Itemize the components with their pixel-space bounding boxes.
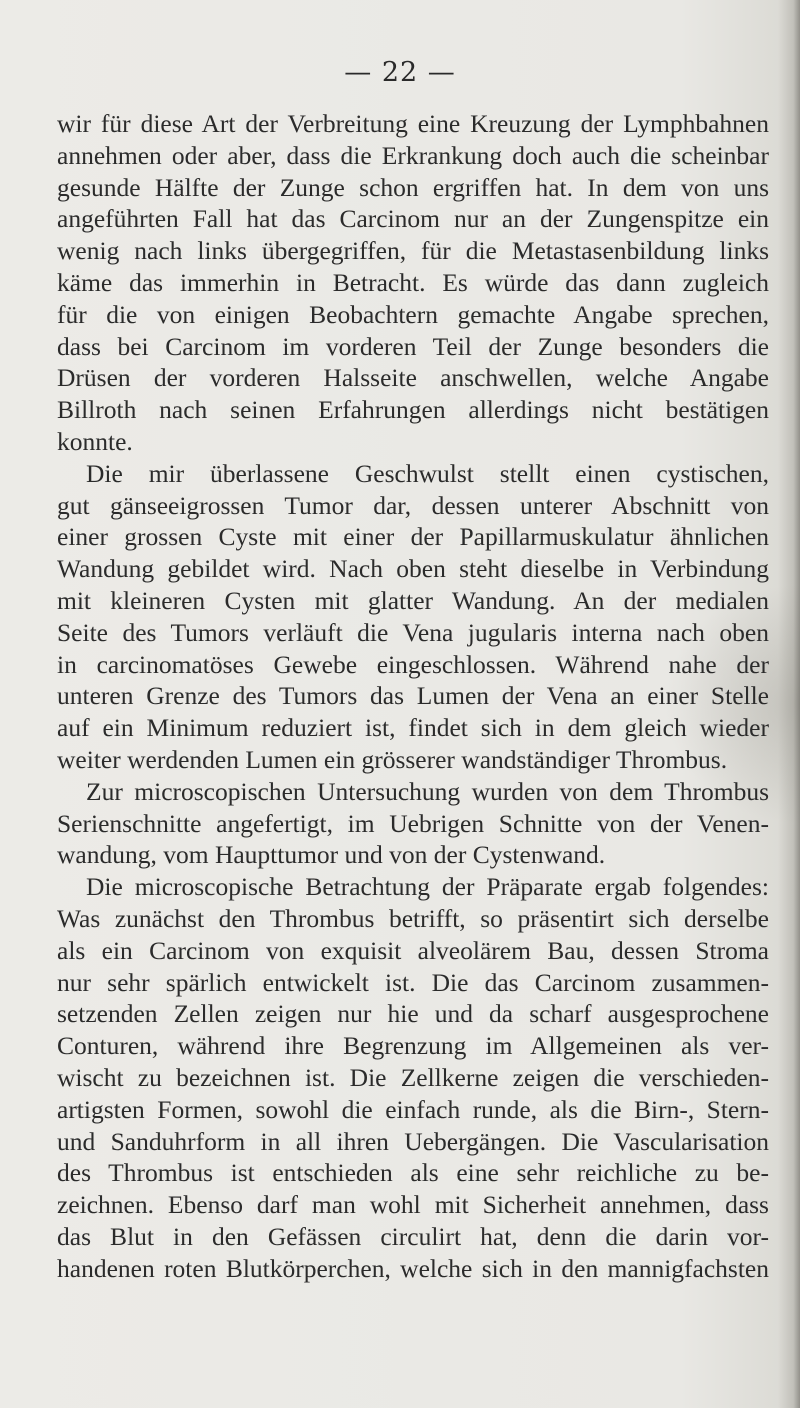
text-line: Wandung gebildet wird. Nach oben steht dieselbe in Verbindung (57, 554, 769, 584)
text-line: mit kleineren Cysten mit glatter Wandung. An der medialen (57, 585, 769, 615)
text-line: wir für diese Art der Verbreitung eine Kreuzung der Lymphbahnen (57, 109, 769, 138)
text-line: wischt zu bezeichnen ist. Die Zellkerne zeigen die verschieden- (57, 1062, 769, 1092)
text-line: unteren Grenze des Tumors das Lumen der Vena an einer Stelle (57, 681, 769, 711)
text-line: Conturen, während ihre Begrenzung im Allgemeinen als ver- (57, 1031, 769, 1061)
page-edge-shadow (778, 0, 800, 1408)
text-line: annehmen oder aber, dass die Erkrankung doch auch die scheinbar (57, 140, 769, 170)
text-line: handenen roten Blutkörperchen, welche sich in den mannigfachsten (57, 1253, 769, 1283)
text-line: wenig nach links übergegriffen, für die Metastasenbildung links (57, 236, 769, 266)
body-text (57, 108, 769, 1284)
text-line: zeichnen. Ebenso darf man wohl mit Sicherheit annehmen, dass (57, 1190, 769, 1220)
text-line: in carcinomatöses Gewebe eingeschlossen. Während nahe der (57, 649, 769, 679)
text-line: setzenden Zellen zeigen nur hie und da scharf ausgesprochene (57, 999, 769, 1029)
text-line: artigsten Formen, sowohl die einfach runde, als die Birn-, Stern- (57, 1094, 769, 1124)
text-line: das Blut in den Gefässen circulirt hat, denn die darin vor- (57, 1221, 769, 1251)
text-line: Die mir überlassene Geschwulst stellt einen cystischen, (86, 458, 769, 488)
text-line: Zur microscopischen Untersuchung wurden von dem Thrombus (86, 776, 769, 806)
text-line: des Thrombus ist entschieden als eine sehr reichliche zu be- (57, 1158, 769, 1188)
text-line: einer grossen Cyste mit einer der Papillarmuskulatur ähnlichen (57, 522, 769, 552)
text-line: und Sanduhrform in all ihren Uebergängen. Die Vascularisation (57, 1126, 769, 1156)
text-line: weiter werdenden Lumen ein grösserer wandständiger Thrombus. (57, 744, 728, 774)
text-line: Was zunächst den Thrombus betrifft, so präsentirt sich derselbe (57, 903, 769, 933)
text-line: gut gänseeigrossen Tumor dar, dessen unterer Abschnitt von (57, 490, 769, 520)
text-line: Seite des Tumors verläuft die Vena jugularis interna nach oben (57, 617, 769, 647)
text-line: für die von einigen Beobachtern gemachte Angabe sprechen, (57, 299, 769, 329)
text-line: Serienschnitte angefertigt, im Uebrigen Schnitte von der Venen- (57, 808, 769, 838)
text-line: Billroth nach seinen Erfahrungen allerdings nicht bestätigen (57, 395, 769, 425)
text-line: angeführten Fall hat das Carcinom nur an der Zungenspitze ein (57, 204, 769, 234)
paragraph (57, 108, 769, 458)
paragraph (57, 458, 769, 776)
page-number: — 22 — (344, 57, 456, 88)
text-line: Drüsen der vorderen Halsseite anschwellen, welche Angabe (57, 363, 769, 393)
text-line: nur sehr spärlich entwickelt ist. Die das Carcinom zusammen- (57, 967, 769, 997)
text-line: konnte. (57, 426, 133, 456)
paragraph (57, 871, 769, 1284)
text-line: als ein Carcinom von exquisit alveolärem Bau, dessen Stroma (57, 935, 769, 965)
text-line: gesunde Hälfte der Zunge schon ergriffen hat. In dem von uns (57, 172, 769, 202)
text-line: käme das immerhin in Betracht. Es würde das dann zugleich (57, 267, 769, 297)
text-line: Die microscopische Betrachtung der Präparate ergab folgendes: (86, 872, 769, 902)
paragraph (57, 776, 769, 871)
text-line: dass bei Carcinom im vorderen Teil der Zunge besonders die (57, 331, 769, 361)
text-line: auf ein Minimum reduziert ist, findet sich in dem gleich wieder (57, 713, 769, 743)
text-line: wandung, vom Haupttumor und von der Cystenwand. (57, 840, 606, 870)
